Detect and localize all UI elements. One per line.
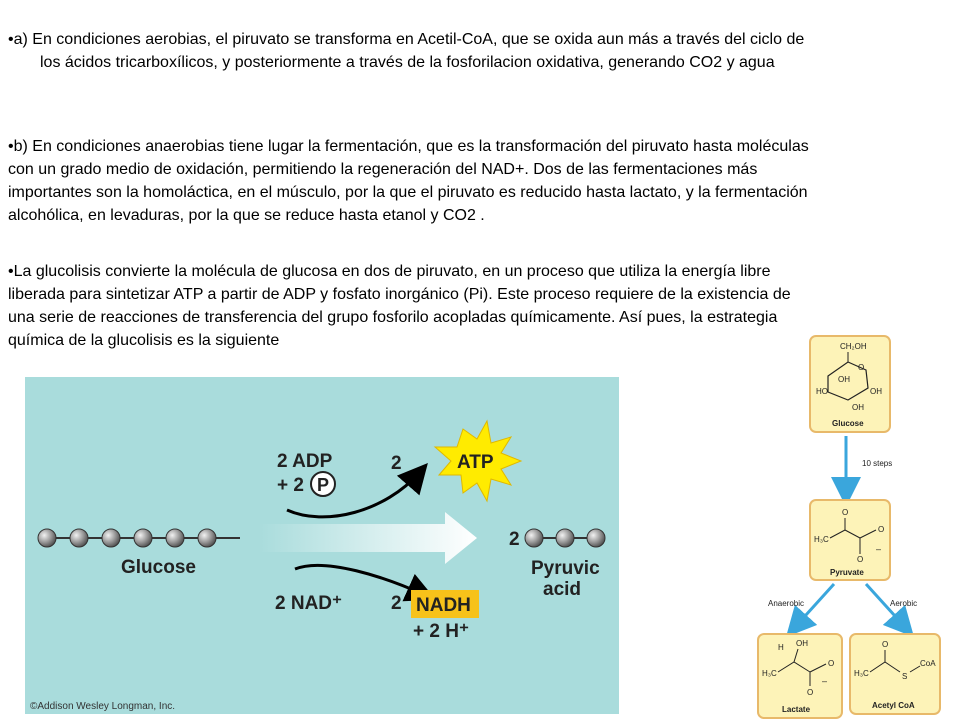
phosphate-symbol: P: [317, 475, 330, 495]
pyruvate-name: Pyruvate: [830, 568, 864, 577]
pathway-figure: [754, 334, 954, 720]
ho-label: HO: [816, 387, 828, 396]
paragraph-aerobic-line: •a) En condiciones aerobias, el piruvato se transforma en Acetil-CoA, que se oxida aun más a través del ciclo de: [8, 31, 805, 48]
paragraph-glycolysis-line: química de la glucolisis es la siguiente: [8, 332, 280, 349]
lactate-oh: OH: [796, 639, 808, 648]
anaerobic-label: Anaerobic: [768, 599, 805, 608]
nadh-label: NADH: [416, 595, 471, 616]
atp-label: ATP: [457, 452, 494, 473]
paragraph-glycolysis-line: •La glucolisis convierte la molécula de glucosa en dos de piruvato, en un proceso que utiliza la energía libre: [8, 263, 771, 280]
carbon-bead: [166, 529, 184, 547]
nadh-curve-arrow: [295, 565, 425, 595]
adp-label: 2 ADP: [277, 451, 333, 472]
pyruvate-chain: [525, 529, 605, 547]
carbon-bead: [556, 529, 574, 547]
glycolysis-diagram: [25, 377, 619, 714]
acetylcoa-name: Acetyl CoA: [872, 701, 915, 710]
nadh-count: 2: [391, 593, 402, 614]
pyruvic-label: Pyruvic: [531, 558, 600, 579]
oh-bottom-label: OH: [852, 403, 864, 412]
carbon-bead: [525, 529, 543, 547]
ring-oxygen: O: [858, 363, 865, 372]
lactate-h: H: [778, 643, 784, 652]
paragraph-aerobic: [8, 28, 804, 74]
acid-label: acid: [543, 579, 582, 600]
aerobic-label: Aerobic: [890, 599, 918, 608]
lactate-o-bottom: O: [807, 688, 814, 697]
carbon-bead: [70, 529, 88, 547]
paragraph-glycolysis: [8, 260, 791, 352]
lactate-minus: –: [822, 676, 828, 686]
carbon-bead: [587, 529, 605, 547]
pyruvate-o-right: O: [878, 525, 885, 534]
oh-top-label: OH: [838, 375, 850, 384]
lactate-o-right: O: [828, 659, 835, 668]
pathway-diagram: [754, 334, 954, 720]
paragraph-anaerobic-line: alcohólica, en levaduras, por la que se reduce hasta etanol y CO2 .: [8, 207, 485, 224]
h-plus-label: + 2 H⁺: [413, 621, 469, 642]
paragraph-anaerobic-line: con un grado medio de oxidación, permitiendo la regeneración del NAD+. Dos de las fermentaciones más: [8, 161, 758, 178]
carbon-bead: [38, 529, 56, 547]
pyruvate-o-bottom: O: [857, 555, 864, 564]
pyruvate-box: [810, 500, 890, 580]
pyruvate-h3c: H₃C: [814, 535, 829, 544]
acetylcoa-coa: CoA: [920, 659, 936, 668]
nad-label: 2 NAD⁺: [275, 593, 343, 614]
pyruvate-o-top: O: [842, 508, 849, 517]
ch2oh-label: CH₂OH: [840, 342, 867, 351]
carbon-bead: [102, 529, 120, 547]
glucose-name: Glucose: [832, 419, 864, 428]
pyruvate-minus: –: [876, 544, 882, 554]
acetylcoa-box: [850, 634, 940, 714]
glycolysis-figure: [25, 377, 619, 714]
paragraph-anaerobic: [8, 135, 809, 227]
oh-right-label: OH: [870, 387, 882, 396]
acetylcoa-o: O: [882, 640, 889, 649]
carbon-bead: [198, 529, 216, 547]
paragraph-glycolysis-line: liberada para sintetizar ATP a partir de ADP y fosfato inorgánico (Pi). Este proceso requiere de la existencia de: [8, 286, 791, 303]
acetylcoa-s: S: [902, 672, 908, 681]
atp-count: 2: [391, 453, 402, 474]
glucose-box: [810, 336, 890, 432]
plus-two-label: + 2: [277, 475, 304, 496]
paragraph-glycolysis-line: una serie de reacciones de transferencia del grupo fosforilo acopladas químicamente. Así pues, la estrategia: [8, 309, 778, 326]
pyruvic-count: 2: [509, 529, 520, 550]
glucose-label: Glucose: [121, 557, 196, 578]
paragraph-aerobic-line: los ácidos tricarboxílicos, y posteriormente a través de la fosforilacion oxidativa, generando CO2 y agua: [40, 54, 775, 71]
paragraph-anaerobic-line: •b) En condiciones anaerobias tiene lugar la fermentación, que es la transformación del piruvato hasta moléculas: [8, 138, 809, 155]
lactate-h3c: H₃C: [762, 669, 777, 678]
atp-curve-arrow: [287, 472, 420, 517]
acetylcoa-h3c: H₃C: [854, 669, 869, 678]
carbon-bead: [134, 529, 152, 547]
lactate-box: [758, 634, 842, 718]
copyright-notice: ©Addison Wesley Longman, Inc.: [30, 701, 176, 712]
paragraph-anaerobic-line: importantes son la homoláctica, en el músculo, por la que el piruvato es reducido hasta lactato, y la fermentación: [8, 184, 808, 201]
lactate-name: Lactate: [782, 705, 811, 714]
conversion-arrow: [259, 512, 477, 564]
ten-steps-label: 10 steps: [862, 459, 893, 468]
